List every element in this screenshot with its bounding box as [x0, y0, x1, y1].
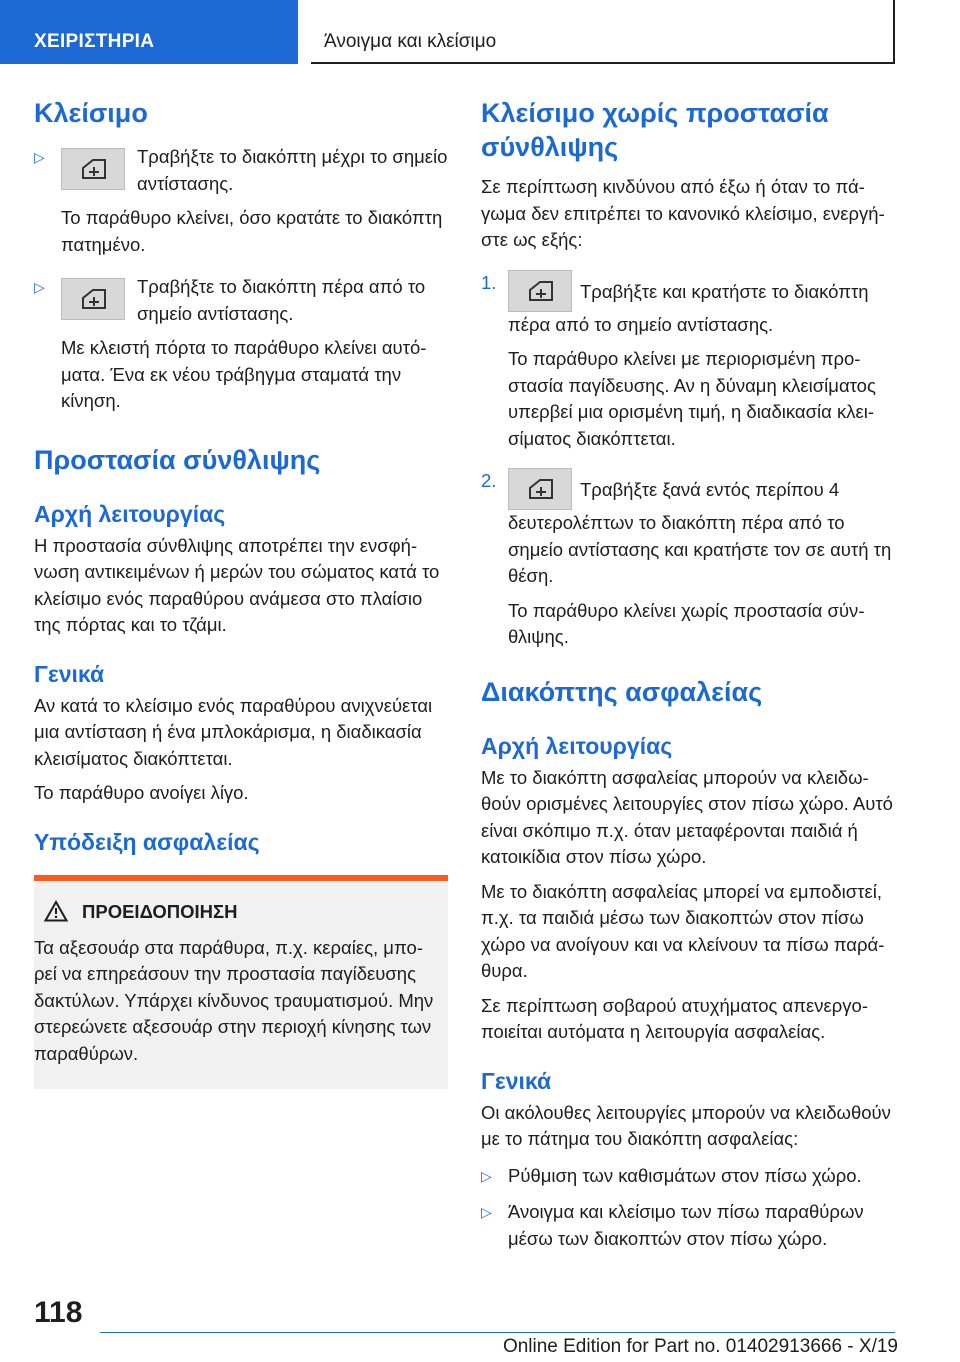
header-section-title: ΧΕΙΡΙΣΤΗΡΙΑ	[34, 31, 155, 52]
no-pinch-heading: Κλείσιμο χωρίς προστασία σύνθλιψης	[481, 98, 829, 162]
list-item	[481, 1163, 897, 1190]
step-2-sub: Το παράθυρο κλείνει χωρίς προστασία σύνθλιψης.	[508, 599, 865, 647]
general-text-2: Το παράθυρο ανοίγει λίγο.	[34, 782, 249, 803]
triangle-bullet-icon: ▷	[34, 279, 45, 295]
safety-note-heading: Υπόδειξη ασφαλείας	[34, 828, 260, 855]
step-1-number: 1.	[481, 271, 497, 293]
step-2-number: 2.	[481, 470, 497, 491]
closing-bullet-2	[34, 274, 448, 327]
principle-text: Η προστασία σύνθλιψης αποτρέπει την ενσφήνωση αντικειμένων ή μερών του σώματος κατά το κλείσιμο ενός παραθύρου ανάμεσα στο πλαίσιο της πόρτας και το τζάμι.	[34, 534, 440, 635]
warning-title-row	[34, 899, 438, 925]
principle-right-text-3: Σε περίπτωση σοβαρού ατυχήματος απενεργοποιείται αυτόματα η λειτουργία ασφαλείας.	[481, 994, 868, 1042]
triangle-bullet-icon: ▷	[34, 149, 45, 165]
closing-bullet-1-sub: Το παράθυρο κλείνει, όσο κρατάτε το διακόπτη πατημένο.	[61, 207, 443, 255]
general-text-1: Αν κατά το κλείσιμο ενός παραθύρου ανιχνεύεται μια αντίσταση ή ένα μπλοκάρισμα, η διαδικασία κλεισίματος διακόπτεται.	[34, 694, 433, 769]
pinch-protection-heading: Προστασία σύνθλιψης	[34, 444, 321, 475]
header-chapter-title: Άνοιγμα και κλείσιμο	[324, 31, 497, 52]
warning-box	[34, 875, 448, 1090]
list-item-text: Άνοιγμα και κλείσιμο των πίσω παραθύρων μέσω των διακοπτών στον πίσω χώρο.	[508, 1201, 864, 1249]
closing-bullet-1-text: Τραβήξτε το διακόπτη μέχρι το σημείο αντίστασης.	[137, 146, 448, 194]
general-heading: Γενικά	[34, 660, 105, 687]
step-2-text: Τραβήξτε ξανά εντός περίπου 4 δευτερολέπτων το διακόπτη πέρα από το σημείο αντίστασης και κρατήστε τον σε αυτή τη θέση.	[508, 479, 892, 586]
left-column	[34, 96, 448, 1089]
footer-edition: Online Edition for Part no. 01402913666 - X/19	[502, 1336, 898, 1357]
closing-bullet-2-text: Τραβήξτε το διακόπτη πέρα από το σημείο αντίστασης.	[137, 276, 426, 324]
page-number: 118	[34, 1296, 83, 1329]
step-2	[481, 468, 897, 651]
general-right-text: Οι ακόλουθες λειτουργίες μπορούν να κλειδωθούν με το πάτημα του διακόπτη ασφαλείας:	[481, 1101, 891, 1149]
general-heading-right: Γενικά	[481, 1067, 552, 1094]
step-1-line	[508, 270, 897, 339]
safety-switch-heading: Διακόπτης ασφαλείας	[481, 676, 763, 707]
step-1-text: Τραβήξτε και κρατήστε το διακόπτη πέρα από το σημείο αντίστασης.	[508, 280, 869, 335]
right-column	[481, 96, 897, 1252]
warning-title: ΠΡΟΕΙΔΟΠΟΙΗΣΗ	[82, 900, 238, 922]
step-1-sub: Το παράθυρο κλείνει με περιορισμένη προστασία παγίδευσης. Αν η δύναμη κλεισίματος υπερβεί μια ορισμένη τιμή, η διαδικασία κλεισίματος διακόπτεται.	[508, 348, 876, 449]
closing-bullet-1	[34, 144, 448, 197]
warning-text: Τα αξεσουάρ στα παράθυρα, π.χ. κεραίες, μπορεί να επηρεάσουν την προστασία παγίδευσης δακτύλων. Υπάρχει κίνδυνος τραυματισμού. Μην στερεώνετε αξεσουάρ στην περιοχή κίνησης των παραθύρων.	[34, 936, 434, 1064]
principle-heading: Αρχή λειτουργίας	[34, 500, 226, 527]
step-2-line	[508, 468, 897, 590]
closing-bullet-2-sub: Με κλειστή πόρτα το παράθυρο κλείνει αυτόματα. Ένα εκ νέου τράβηγμα σταματά την κίνηση.	[61, 337, 427, 411]
triangle-bullet-icon: ▷	[481, 1204, 492, 1220]
footer-divider	[100, 1332, 895, 1333]
window-switch-icon	[61, 278, 125, 320]
list-item	[481, 1199, 897, 1252]
window-switch-icon	[508, 270, 572, 312]
triangle-bullet-icon: ▷	[481, 1167, 492, 1184]
principle-right-text-1: Με το διακόπτη ασφαλείας μπορούν να κλειδωθούν ορισμένες λειτουργίες στον πίσω χώρο. Αυτό είναι σκόπιμο π.χ. όταν μεταφέρονται παιδιά ή κατοικίδια στον πίσω χώρο.	[481, 766, 893, 867]
closing-heading: Κλείσιμο	[34, 98, 148, 128]
step-1	[481, 270, 897, 453]
warning-triangle-icon	[44, 900, 68, 922]
list-item-text: Ρύθμιση των καθισμάτων στον πίσω χώρο.	[508, 1164, 862, 1186]
window-switch-icon	[61, 148, 125, 190]
window-switch-icon	[508, 468, 572, 510]
no-pinch-intro: Σε περίπτωση κινδύνου από έξω ή όταν το πάγωμα δεν επιτρέπει το κανονικό κλείσιμο, ενεργήστε ως εξής:	[481, 176, 885, 250]
principle-right-text-2: Με το διακόπτη ασφαλείας μπορεί να εμποδιστεί, π.χ. τα παιδιά μέσω των διακοπτών στον πίσω χώρο να ανοίγουν και να κλείνουν τα πίσω παράθυρα.	[481, 880, 885, 981]
principle-heading-right: Αρχή λειτουργίας	[481, 732, 673, 759]
